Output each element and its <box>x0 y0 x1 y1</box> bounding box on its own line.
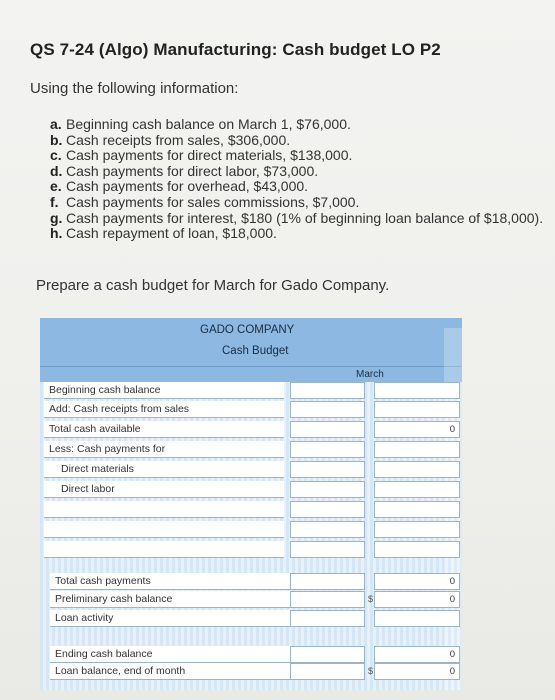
march-amount-value: 0 <box>374 591 460 608</box>
march-amount-input[interactable] <box>374 401 460 418</box>
item-text: Cash payments for direct materials, $138,000. <box>66 147 353 164</box>
item-text: Beginning cash balance on March 1, $76,000. <box>66 116 351 132</box>
label-input-cell[interactable] <box>290 382 365 399</box>
table-row <box>44 521 462 538</box>
item-text: Cash payments for sales commissions, $7,000. <box>66 193 360 210</box>
item-letter: a. <box>50 116 62 132</box>
march-amount-input[interactable] <box>374 501 460 518</box>
table-row <box>50 646 462 663</box>
row-label: Total cash available <box>44 421 284 438</box>
table-row <box>50 591 462 608</box>
item-letter: f. <box>50 193 59 210</box>
item-letter: c. <box>50 147 62 164</box>
march-amount-input[interactable] <box>374 541 460 558</box>
question-title: QS 7-24 (Algo) Manufacturing: Cash budget LO P2 <box>30 40 441 59</box>
row-label: Loan balance, end of month <box>50 663 290 680</box>
list-item <box>50 211 555 227</box>
table-row <box>44 441 462 458</box>
label-input-cell[interactable] <box>290 421 365 438</box>
item-letter: g. <box>50 209 63 226</box>
item-text: Cash payments for overhead, $43,000. <box>66 178 309 195</box>
item-text: Cash repayment of loan, $18,000. <box>66 225 277 242</box>
row-label-input[interactable] <box>44 501 284 518</box>
march-amount-input[interactable] <box>374 521 460 538</box>
label-input-cell[interactable] <box>290 610 365 627</box>
label-input-cell[interactable] <box>290 461 365 478</box>
label-input-cell[interactable] <box>290 401 365 418</box>
instruction-text: Prepare a cash budget for March for Gado Company. <box>36 277 390 294</box>
row-label: Beginning cash balance <box>44 382 284 399</box>
list-item <box>50 195 555 211</box>
list-item <box>50 148 555 164</box>
item-text: Cash payments for interest, $180 (1% of beginning loan balance of $18,000). <box>66 209 544 226</box>
item-letter: b. <box>50 131 63 148</box>
table-row <box>44 501 462 518</box>
item-letter: h. <box>50 225 63 242</box>
row-label: Total cash payments <box>50 573 290 590</box>
row-label: Less: Cash payments for <box>44 441 284 458</box>
label-input-cell[interactable] <box>290 521 365 538</box>
label-input-cell[interactable] <box>290 501 365 518</box>
march-amount-input[interactable] <box>374 481 460 498</box>
label-input-cell[interactable] <box>290 573 365 590</box>
list-item <box>50 133 555 149</box>
march-amount-input[interactable] <box>374 441 460 458</box>
march-amount-input[interactable] <box>374 461 460 478</box>
row-label-input[interactable] <box>44 521 284 538</box>
table-row <box>44 401 462 418</box>
label-input-cell[interactable] <box>290 646 365 663</box>
table-header <box>40 318 462 366</box>
table-row <box>44 541 462 558</box>
table-row <box>44 382 462 399</box>
company-name: GADO COMPANY <box>200 324 295 336</box>
march-amount-value: 0 <box>374 663 460 680</box>
march-amount-value: 0 <box>374 421 460 438</box>
intro-text: Using the following information: <box>30 80 239 97</box>
label-input-cell[interactable] <box>290 541 365 558</box>
row-label: Ending cash balance <box>50 646 290 663</box>
march-amount-value: 0 <box>374 646 460 663</box>
table-row <box>44 481 462 498</box>
table-row <box>50 610 462 627</box>
item-letter: d. <box>50 162 63 179</box>
row-label-input[interactable] <box>44 541 284 558</box>
table-subtitle: Cash Budget <box>222 345 289 357</box>
label-input-cell[interactable] <box>290 481 365 498</box>
march-amount-input[interactable] <box>374 610 460 627</box>
information-list <box>50 117 555 242</box>
list-item <box>50 117 555 133</box>
item-text: Cash payments for direct labor, $73,000. <box>66 162 319 179</box>
label-input-cell[interactable] <box>290 441 365 458</box>
table-row <box>44 461 462 478</box>
march-amount-value: 0 <box>374 573 460 590</box>
table-row <box>44 421 462 438</box>
row-label: Direct materials <box>44 461 284 478</box>
march-amount-input[interactable] <box>374 382 460 399</box>
column-header-march: March <box>356 369 384 380</box>
row-label: Preliminary cash balance <box>50 591 290 608</box>
row-label: Loan activity <box>50 610 290 627</box>
list-item <box>50 164 555 180</box>
label-input-cell[interactable] <box>290 663 365 680</box>
table-row <box>50 663 462 680</box>
row-label: Add: Cash receipts from sales <box>44 401 284 418</box>
label-input-cell[interactable] <box>290 591 365 608</box>
currency-symbol: $ <box>368 594 374 604</box>
currency-symbol: $ <box>368 666 374 676</box>
row-label: Direct labor <box>44 481 284 498</box>
table-row <box>50 573 462 590</box>
list-item <box>50 179 555 195</box>
item-text: Cash receipts from sales, $306,000. <box>66 131 291 148</box>
list-item <box>50 226 555 242</box>
item-letter: e. <box>50 178 62 195</box>
column-header-row <box>40 366 462 383</box>
cash-budget-table <box>40 318 462 690</box>
